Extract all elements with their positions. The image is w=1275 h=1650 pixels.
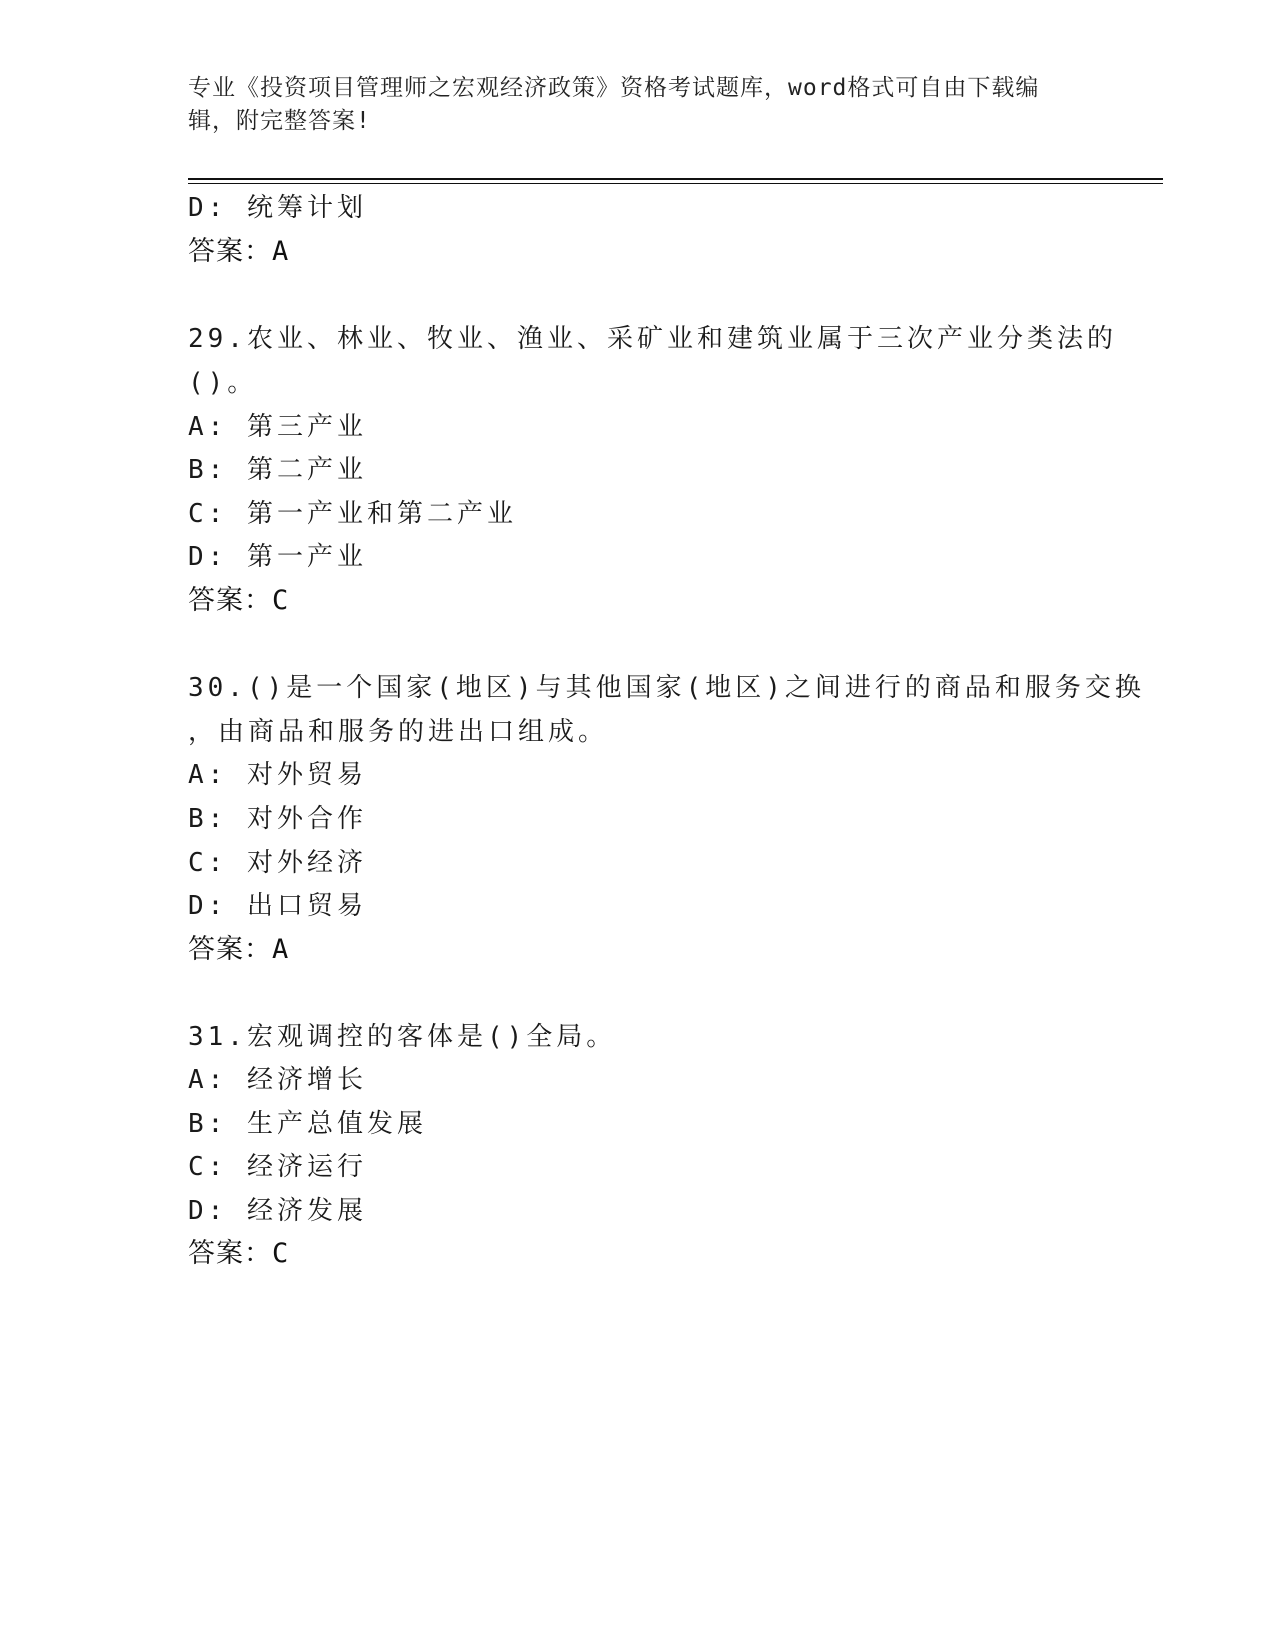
prev-option-d: D: 统筹计划 — [188, 193, 367, 223]
answer-label: 答案： — [188, 236, 272, 267]
document-header — [188, 72, 1068, 138]
question-30-option-b: B: 对外合作 — [188, 804, 367, 834]
question-31-option-c: C: 经济运行 — [188, 1152, 367, 1182]
question-30-answer — [188, 933, 289, 967]
question-30-option-a: A: 对外贸易 — [188, 760, 367, 790]
answer-value: A — [272, 236, 290, 267]
question-31-option-a: A: 经济增长 — [188, 1065, 367, 1095]
question-30-stem-line-1: 30.()是一个国家(地区)与其他国家(地区)之间进行的商品和服务交换 — [188, 673, 1145, 703]
question-31-stem-line-1: 31.宏观调控的客体是()全局。 — [188, 1022, 617, 1052]
header-line-1: 专业《投资项目管理师之宏观经济政策》资格考试题库，word格式可自由下载编 — [188, 75, 1040, 101]
question-29-option-c: C: 第一产业和第二产业 — [188, 499, 517, 529]
header-line-2: 辑，附完整答案! — [188, 108, 371, 134]
answer-value: A — [272, 934, 290, 965]
question-29-stem-line-2: ()。 — [188, 368, 258, 398]
question-29-stem-line-1: 29.农业、林业、牧业、渔业、采矿业和建筑业属于三次产业分类法的 — [188, 324, 1117, 354]
answer-label: 答案： — [188, 1238, 272, 1269]
question-29-answer — [188, 584, 289, 618]
answer-label: 答案： — [188, 934, 272, 965]
question-30-option-c: C: 对外经济 — [188, 848, 367, 878]
question-29-option-d: D: 第一产业 — [188, 542, 367, 572]
question-30-option-d: D: 出口贸易 — [188, 891, 367, 921]
answer-label: 答案： — [188, 585, 272, 616]
question-29-option-b: B: 第二产业 — [188, 455, 367, 485]
prev-answer — [188, 235, 289, 269]
header-divider-thin — [188, 183, 1163, 184]
question-30-stem-line-2: ，由商品和服务的进出口组成。 — [188, 717, 609, 747]
question-31-option-d: D: 经济发展 — [188, 1196, 367, 1226]
question-29-option-a: A: 第三产业 — [188, 412, 367, 442]
question-31-answer — [188, 1237, 289, 1271]
answer-value: C — [272, 1238, 290, 1269]
header-divider-thick — [188, 178, 1163, 180]
question-31-option-b: B: 生产总值发展 — [188, 1109, 427, 1139]
answer-value: C — [272, 585, 290, 616]
